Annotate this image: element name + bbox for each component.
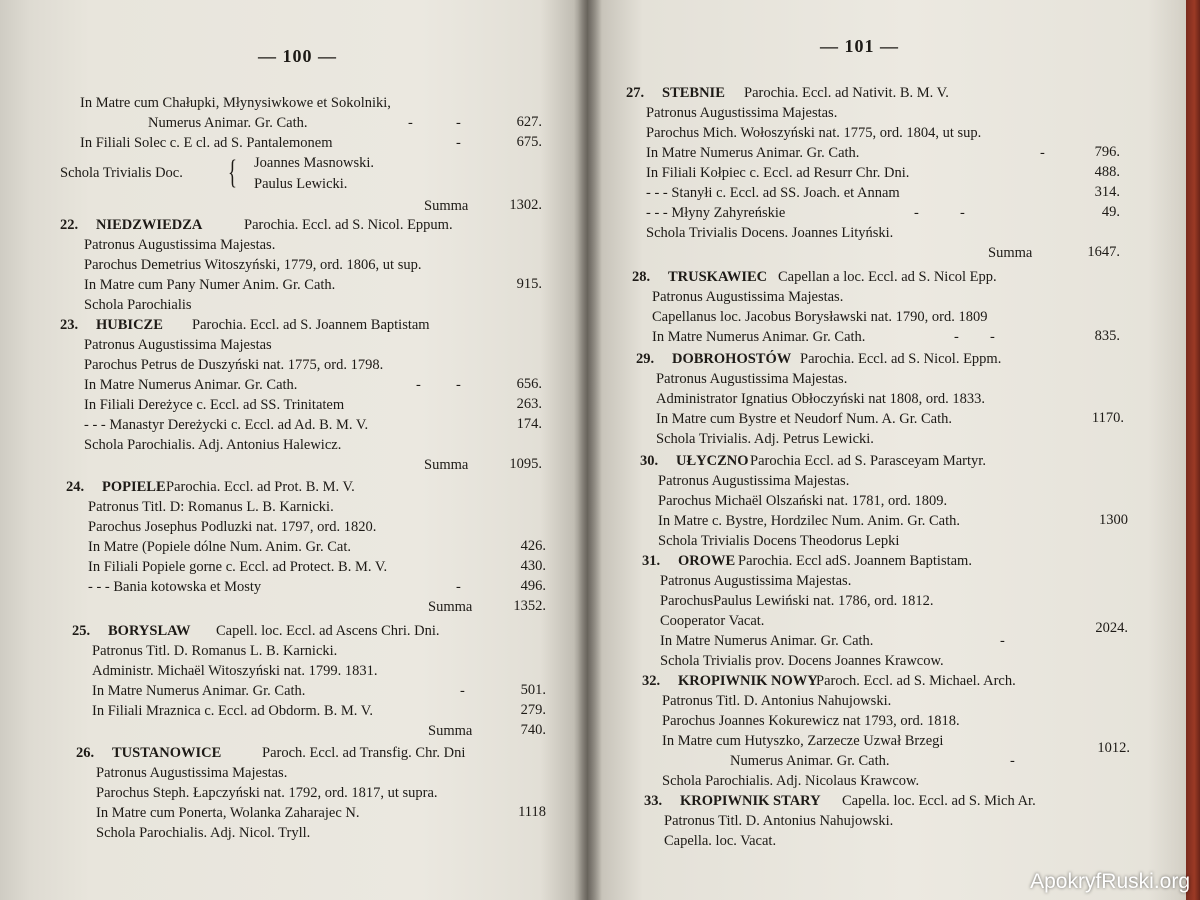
text-line: In Matre Numerus Animar. Gr. Cath. <box>660 633 874 649</box>
number-value: 915. <box>516 276 542 292</box>
text-line: Joannes Masnowski. <box>254 155 375 171</box>
entry-title: DOBROHOSTÓW <box>672 351 792 367</box>
text-line: Numerus Animar. Gr. Cath. <box>730 753 890 769</box>
summa-label: Summa <box>424 198 469 214</box>
text-line: Capell. loc. Eccl. ad Ascens Chri. Dni. <box>216 623 440 639</box>
text-line: Paroch. Eccl. ad Transfig. Chr. Dni <box>262 745 466 761</box>
text-line: In Matre cum Chałupki, Młynysiwkowe et Sokolniki, <box>80 95 391 111</box>
text-line: Capella. loc. Eccl. ad S. Mich Ar. <box>842 793 1036 809</box>
entry-number: 27. <box>626 85 645 101</box>
text-line: Schola Trivialis Docens Theodorus Lepki <box>658 533 900 549</box>
text-line: Schola Trivialis prov. Docens Joannes Krawcow. <box>660 653 944 669</box>
text-line: ParochusPaulus Lewiński nat. 1786, ord. 1812. <box>660 593 934 609</box>
text-line: Parochia. Eccl. ad S. Nicol. Eppum. <box>244 217 453 233</box>
number-value: 49. <box>1101 204 1120 220</box>
entry-title: TUSTANOWICE <box>112 745 222 761</box>
text-line: - - - Manastyr Dereżycki c. Eccl. ad Ad. B. M. V. <box>84 417 369 433</box>
entry-title: OROWE <box>678 553 736 569</box>
text-line: In Matre c. Bystre, Hordzilec Num. Anim. Gr. Cath. <box>658 513 961 529</box>
number-value: 2024. <box>1095 620 1128 636</box>
book-spine <box>574 0 602 900</box>
text-line: In Matre cum Hutyszko, Zarzecze Uzwał Brzegi <box>662 733 944 749</box>
text-line: - - - Bania kotowska et Mosty <box>88 579 262 595</box>
text-line: Numerus Animar. Gr. Cath. <box>148 115 308 131</box>
dash: - <box>914 205 919 221</box>
text-line: Capella. loc. Vacat. <box>664 833 777 849</box>
text-line: Parochia. Eccl. ad Nativit. B. M. V. <box>744 85 949 101</box>
text-line: Paroch. Eccl. ad S. Michael. Arch. <box>816 673 1016 689</box>
entry-number: 33. <box>644 793 663 809</box>
text-line: In Matre cum Pany Numer Anim. Gr. Cath. <box>84 277 336 293</box>
dash: - <box>1040 145 1045 161</box>
dash: - <box>408 115 413 131</box>
text-line: In Matre cum Bystre et Neudorf Num. A. Gr. Cath. <box>656 411 952 427</box>
entry-number: 32. <box>642 673 661 689</box>
entry-title: TRUSKAWIEC <box>668 269 768 285</box>
number-value: 1170. <box>1091 410 1124 426</box>
text-line: Patronus Titl. D. Romanus L. B. Karnicki. <box>92 643 338 659</box>
text-line: Patronus Augustissima Majestas. <box>646 105 838 121</box>
dash: - <box>1000 633 1005 649</box>
number-value: 174. <box>516 416 542 432</box>
text-line: Parochia Eccl. ad S. Parasceyam Martyr. <box>750 453 986 469</box>
text-line: In Matre Numerus Animar. Gr. Cath. <box>92 683 306 699</box>
text-line: Patronus Titl. D: Romanus L. B. Karnicki. <box>88 499 334 515</box>
text-line: Capellan a loc. Eccl. ad S. Nicol Epp. <box>778 269 997 285</box>
text-line: Parochus Steph. Łapczyński nat. 1792, ord. 1817, ut supra. <box>96 785 438 801</box>
entry-number: 28. <box>632 269 651 285</box>
entry-title: HUBICZE <box>96 317 163 333</box>
entry-number: 25. <box>72 623 91 639</box>
text-line: Parochus Joannes Kokurewicz nat 1793, ord. 1818. <box>662 713 960 729</box>
dash: - <box>456 135 461 151</box>
text-line: Parochia. Eccl. ad S. Joannem Baptistam <box>192 317 430 333</box>
entry-number: 26. <box>76 745 95 761</box>
summa-label: Summa <box>428 723 473 739</box>
text-line: In Filiali Mraznica c. Eccl. ad Obdorm. B. M. V. <box>92 703 373 719</box>
entry-title: STEBNIE <box>662 85 725 101</box>
number-value: 835. <box>1094 328 1120 344</box>
summa-label: Summa <box>424 457 469 473</box>
text-line: Schola Parochialis. Adj. Nicol. Tryll. <box>96 825 311 841</box>
text-line: Parochus Petrus de Duszyński nat. 1775, ord. 1798. <box>84 357 384 373</box>
entry-title: NIEDZWIEDZA <box>96 217 203 233</box>
text-line: Parochia. Eccl. ad Prot. B. M. V. <box>166 479 355 495</box>
dash: - <box>954 329 959 345</box>
text-line: In Filiali Kołpiec c. Eccl. ad Resurr Chr. Dni. <box>646 165 910 181</box>
page-number-left: — 100 — <box>258 46 337 66</box>
text-line: In Matre (Popiele dólne Num. Anim. Gr. Cat. <box>88 539 351 555</box>
text-line: Administr. Michaël Witoszyński nat. 1799. 1831. <box>92 663 378 679</box>
number-value: 1118 <box>518 804 546 820</box>
text-line: In Filiali Solec c. E cl. ad S. Pantalemonem <box>80 135 333 151</box>
number-value: 675. <box>516 134 542 150</box>
entry-number: 22. <box>60 217 79 233</box>
number-value: 1012. <box>1097 740 1130 756</box>
dash: - <box>460 683 465 699</box>
text-line: Patronus Augustissima Majestas. <box>96 765 288 781</box>
text-line: Patronus Augustissima Majestas. <box>652 289 844 305</box>
text-line: Patronus Augustissima Majestas. <box>656 371 848 387</box>
entry-number: 24. <box>66 479 85 495</box>
text-line: - - - Młyny Zahyreńskie <box>646 205 786 221</box>
text-line: Patronus Titl. D. Antonius Nahujowski. <box>664 813 894 829</box>
number-value: 501. <box>520 682 546 698</box>
text-line: In Matre cum Ponerta, Wolanka Zaharajec N. <box>96 805 360 821</box>
entry-number: 29. <box>636 351 655 367</box>
text-line: Patronus Augustissima Majestas. <box>660 573 852 589</box>
text-line: In Filiali Popiele gorne c. Eccl. ad Protect. B. M. V. <box>88 559 388 575</box>
dash: - <box>990 329 995 345</box>
text-line: Paulus Lewicki. <box>254 176 348 192</box>
number-value: 627. <box>516 114 542 130</box>
number-value: 796. <box>1094 144 1120 160</box>
text-line: Patronus Augustissima Majestas <box>84 337 272 353</box>
entry-title: KROPIWNIK STARY <box>680 793 821 809</box>
text-line: Cooperator Vacat. <box>660 613 765 629</box>
text-line: In Matre Numerus Animar. Gr. Cath. <box>646 145 860 161</box>
text-line: In Matre Numerus Animar. Gr. Cath. <box>84 377 298 393</box>
text-line: Parochia. Eccl adS. Joannem Baptistam. <box>738 553 972 569</box>
summa-label: Summa <box>988 245 1033 261</box>
text-line: Schola Parochialis. Adj. Nicolaus Krawcow. <box>662 773 920 789</box>
text-line: Schola Trivialis. Adj. Petrus Lewicki. <box>656 431 874 447</box>
text-line: Parochia. Eccl. ad S. Nicol. Eppm. <box>800 351 1002 367</box>
number-value: 1302. <box>509 197 542 213</box>
summa-label: Summa <box>428 599 473 615</box>
text-line: Parochus Josephus Podluzki nat. 1797, ord. 1820. <box>88 519 377 535</box>
entry-title: POPIELE <box>102 479 166 495</box>
dash: - <box>456 115 461 131</box>
text-line: Parochus Demetrius Witoszyński, 1779, ord. 1806, ut sup. <box>84 257 422 273</box>
dash: - <box>960 205 965 221</box>
entry-number: 30. <box>640 453 659 469</box>
number-value: 430. <box>520 558 546 574</box>
dash: - <box>456 579 461 595</box>
number-value: 496. <box>520 578 546 594</box>
text-line: Parochus Michaël Olszański nat. 1781, ord. 1809. <box>658 493 948 509</box>
text-line: Schola Parochialis <box>84 297 192 313</box>
entry-title: BORYSLAW <box>108 623 191 639</box>
entry-number: 31. <box>642 553 661 569</box>
number-value: 279. <box>520 702 546 718</box>
text-line: Administrator Ignatius Obłoczyński nat 1808, ord. 1833. <box>656 391 986 407</box>
number-value: 263. <box>516 396 542 412</box>
number-value: 314. <box>1094 184 1120 200</box>
entry-title: UŁYCZNO <box>676 453 749 469</box>
watermark-text: ApokryfRuski.org <box>1030 870 1190 893</box>
text-line: - - - Stanyłi c. Eccl. ad SS. Joach. et Annam <box>646 185 900 201</box>
number-value: 488. <box>1094 164 1120 180</box>
dash: - <box>1010 753 1015 769</box>
number-value: 1647. <box>1087 244 1120 260</box>
entry-number: 23. <box>60 317 79 333</box>
number-value: 1300 <box>1099 512 1128 528</box>
text-line: Schola Trivialis Docens. Joannes Lityński. <box>646 225 894 241</box>
number-value: 426. <box>520 538 546 554</box>
dash: - <box>456 377 461 393</box>
number-value: 1352. <box>513 598 546 614</box>
text-line: Parochus Mich. Wołoszyński nat. 1775, ord. 1804, ut sup. <box>646 125 982 141</box>
text-line: Schola Parochialis. Adj. Antonius Halewicz. <box>84 437 342 453</box>
number-value: 740. <box>520 722 546 738</box>
text-line: Patronus Augustissima Majestas. <box>84 237 276 253</box>
dash: - <box>416 377 421 393</box>
book-cover-edge <box>1186 0 1200 900</box>
text-line: Patronus Augustissima Majestas. <box>658 473 850 489</box>
text-line: Capellanus loc. Jacobus Borysławski nat. 1790, ord. 1809 <box>652 309 988 325</box>
text-line: In Filiali Dereżyce c. Eccl. ad SS. Trinitatem <box>84 397 345 413</box>
number-value: 1095. <box>509 456 542 472</box>
page-number-right: — 101 — <box>820 36 899 56</box>
text-line: Schola Trivialis Doc. <box>60 165 183 181</box>
number-value: 656. <box>516 376 542 392</box>
brace-glyph: { <box>228 154 237 191</box>
text-line: Patronus Titl. D. Antonius Nahujowski. <box>662 693 892 709</box>
text-line: In Matre Numerus Animar. Gr. Cath. <box>652 329 866 345</box>
entry-title: KROPIWNIK NOWY <box>678 673 818 689</box>
